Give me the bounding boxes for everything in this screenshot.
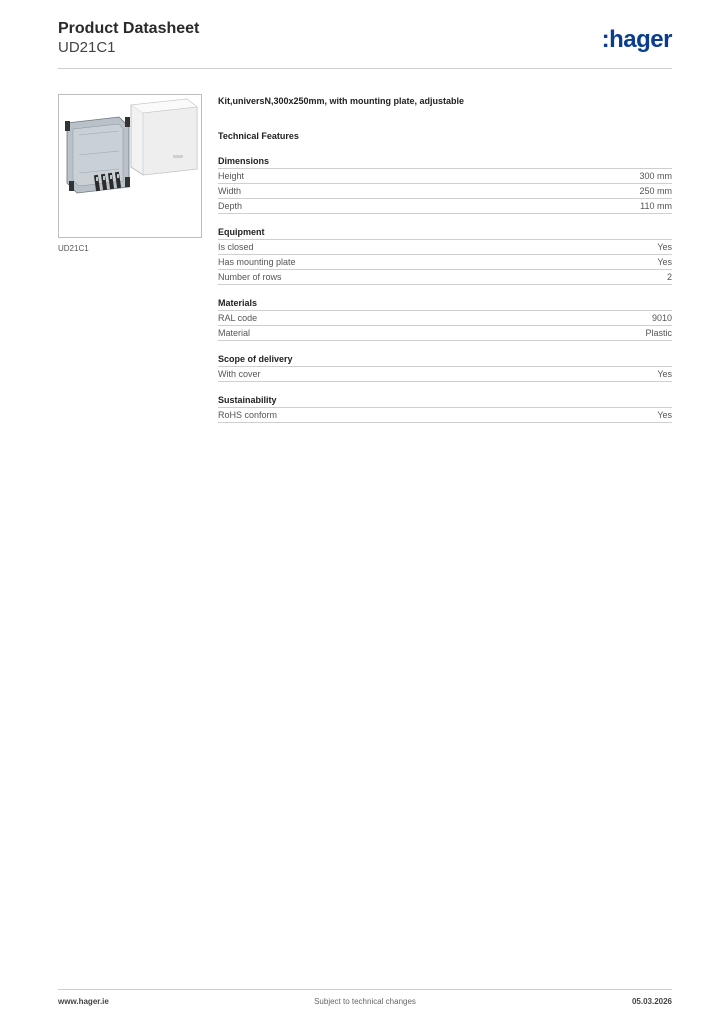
hager-logo: :hager: [601, 26, 672, 53]
spec-label: Number of rows: [218, 272, 282, 282]
page-footer: [58, 997, 672, 1011]
spec-value: Yes: [657, 257, 672, 267]
spec-label: Depth: [218, 201, 243, 211]
spec-value: Yes: [657, 410, 672, 420]
spec-row: [218, 270, 672, 285]
spec-value: 250 mm: [639, 186, 672, 196]
image-caption: UD21C1: [58, 244, 89, 253]
spec-row: [218, 255, 672, 270]
spec-label: RAL code: [218, 313, 258, 323]
section-title: Materials: [218, 297, 672, 311]
section-dimensions: [218, 155, 672, 214]
header-divider: [58, 68, 672, 69]
product-description: Kit,universN,300x250mm, with mounting plate, adjustable: [218, 96, 465, 106]
spec-row: [218, 199, 672, 214]
spec-label: Has mounting plate: [218, 257, 296, 267]
spec-row: [218, 240, 672, 255]
spec-label: Width: [218, 186, 242, 196]
spec-value: 9010: [651, 313, 672, 323]
product-code: UD21C1: [58, 39, 116, 56]
spec-label: RoHS conform: [218, 410, 278, 420]
spec-row: [218, 169, 672, 184]
technical-features-heading: Technical Features: [218, 131, 299, 141]
footer-divider: [58, 989, 672, 990]
spec-row: [218, 367, 672, 382]
product-photo-enclosure-kit-icon: [59, 95, 201, 237]
page-header: [58, 20, 672, 68]
footer-notice: Subject to technical changes: [314, 997, 416, 1006]
spec-label: Is closed: [218, 242, 254, 252]
spec-value: Plastic: [645, 328, 672, 338]
spec-value: 110 mm: [640, 201, 672, 211]
document-title: Product Datasheet: [58, 20, 200, 37]
section-title: Equipment: [218, 226, 672, 240]
section-sustainability: [218, 394, 672, 423]
spec-value: Yes: [657, 242, 672, 252]
website-link[interactable]: www.hager.ie: [58, 997, 109, 1006]
product-image: [58, 94, 202, 238]
spec-row: [218, 311, 672, 326]
spec-label: Height: [218, 171, 245, 181]
spec-row: [218, 326, 672, 341]
section-title: Scope of delivery: [218, 353, 672, 367]
section-scope-of-delivery: [218, 353, 672, 382]
spec-row: [218, 184, 672, 199]
section-title: Dimensions: [218, 155, 672, 169]
spec-value: 2: [666, 272, 672, 282]
spec-label: Material: [218, 328, 251, 338]
datasheet-content: [218, 94, 672, 423]
section-title: Sustainability: [218, 394, 672, 408]
spec-value: 300 mm: [639, 171, 672, 181]
spec-row: [218, 408, 672, 423]
spec-label: With cover: [218, 369, 261, 379]
section-materials: [218, 297, 672, 341]
section-equipment: [218, 226, 672, 285]
footer-date: 05.03.2026: [631, 997, 672, 1006]
spec-value: Yes: [657, 369, 672, 379]
